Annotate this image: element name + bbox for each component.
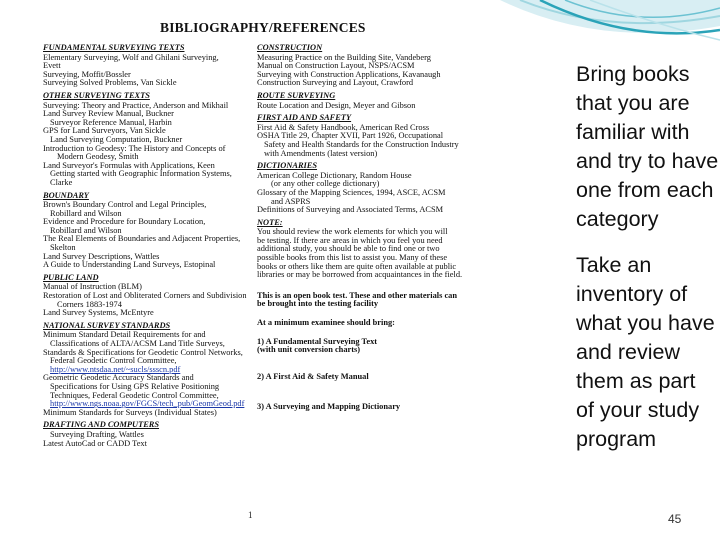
reference-entry: (or any other college dictionary) xyxy=(271,180,380,189)
reference-section xyxy=(43,92,261,188)
reference-entry: Classifications of ALTA/ACSM Land Title Surveys, xyxy=(50,340,225,348)
reference-section xyxy=(43,274,261,318)
bullet-line: that you are xyxy=(576,91,690,115)
section-heading: FIRST AID AND SAFETY xyxy=(257,113,352,123)
reference-entry: Measuring Practice on the Building Site, Vandeberg xyxy=(257,53,431,62)
section-heading: CONSTRUCTION xyxy=(257,43,323,52)
section-heading: OTHER SURVEYING TEXTS xyxy=(43,90,150,100)
bullet-line: Take an xyxy=(576,253,652,277)
reference-entry: Brown's Boundary Control and Legal Principles, xyxy=(43,201,207,210)
document-title: BIBLIOGRAPHY/REFERENCES xyxy=(160,20,366,35)
section-heading: DICTIONARIES xyxy=(257,161,318,171)
right-sections xyxy=(257,44,477,280)
reference-entry: Minimum Standards for Surveys (Individual States) xyxy=(43,408,217,417)
bullet-point xyxy=(560,251,720,454)
reference-entry: Federal Geodetic Control Committee, xyxy=(50,357,177,366)
reference-entry: Evidence and Procedure for Boundary Location, xyxy=(43,218,206,227)
left-column xyxy=(43,44,261,452)
reference-entry: Robillard and Wilson xyxy=(50,226,122,235)
open-book-note: This is an open book test. These and other materials can xyxy=(257,291,458,300)
slide-number: 45 xyxy=(668,512,682,526)
section-heading: PUBLIC LAND xyxy=(43,272,99,282)
reference-entry: with Amendments (latest version) xyxy=(264,149,378,158)
reference-entry: Modern Geodesy, Smith xyxy=(57,153,139,162)
reference-entry: possible books from this list to assist you. Many of these xyxy=(257,254,448,263)
section-heading: NOTE: xyxy=(257,217,283,227)
reference-entry: Minimum Standard Detail Requirements for and xyxy=(43,331,206,340)
page-number: 1 xyxy=(248,510,253,520)
url-link[interactable]: http://www.ngs.noaa.gov/FGCS/tech_pub/GeomGeod.pdf xyxy=(50,400,245,409)
section-heading: NATIONAL SURVEY STANDARDS xyxy=(43,320,171,330)
reference-entry: Getting started with Geographic Information Systems, xyxy=(50,170,232,179)
reference-entry: Manual on Construction Layout, NSPS/ACSM xyxy=(257,62,415,71)
reference-entry: Surveying: Theory and Practice, Anderson and Mikhail xyxy=(43,101,229,110)
bullet-line: one from each xyxy=(576,178,714,202)
reference-entry: Land Surveying Computation, Buckner xyxy=(50,135,183,144)
reference-entry: Skelton xyxy=(50,244,76,253)
reference-entry: Surveying with Construction Applications, Kavanaugh xyxy=(257,70,441,79)
reference-entry: Introduction to Geodesy: The History and Concepts of xyxy=(43,144,226,153)
reference-entry: A Guide to Understanding Land Surveys, Estopinal xyxy=(43,261,216,270)
reference-section xyxy=(257,162,477,215)
requirement-1-sub: (with unit conversion charts) xyxy=(257,346,361,355)
bullet-line: of your study xyxy=(576,398,700,422)
reference-entry: The Real Elements of Boundaries and Adjacent Properties, xyxy=(43,235,241,244)
bullet-line: and review xyxy=(576,340,680,364)
reference-entry: Land Survey Review Manual, Buckner xyxy=(43,110,174,119)
reference-entry: Land Surveyor's Formulas with Applications, Keen xyxy=(43,161,215,170)
bullet-point xyxy=(560,60,720,234)
reference-entry: OSHA Title 29, Chapter XVII, Part 1926, Occupational xyxy=(257,132,444,141)
bullet-line: program xyxy=(576,427,657,451)
reference-entry: Latest AutoCad or CADD Text xyxy=(43,439,147,448)
reference-entry: books or others like them are quite often available at public xyxy=(257,262,457,271)
reference-entry: Surveying, Moffit/Bossler xyxy=(43,70,131,79)
reference-entry: Restoration of Lost and Obliterated Corners and Subdivision xyxy=(43,292,247,301)
reference-entry: GPS for Land Surveyors, Van Sickle xyxy=(43,127,166,136)
reference-entry: libraries or may be borrowed from acquaintances in the field. xyxy=(257,271,463,280)
minimum-intro: At a minimum examinee should bring: xyxy=(257,319,395,328)
reference-entry: Definitions of Surveying and Associated Terms, ACSM xyxy=(257,206,444,215)
reference-section xyxy=(43,192,261,270)
reference-section xyxy=(257,219,477,280)
section-heading: FUNDAMENTAL SURVEYING TEXTS xyxy=(43,43,185,52)
reference-entry: Standards & Specifications for Geodetic Control Networks, xyxy=(43,348,243,357)
bullet-line: familiar with xyxy=(576,120,690,144)
bullet-line: and try to have xyxy=(576,149,719,173)
reference-entry: Surveying Drafting, Wattles xyxy=(50,430,144,439)
reference-entry: Land Survey Systems, McEntyre xyxy=(43,309,154,318)
reference-entry: Glossary of the Mapping Sciences, 1994, ASCE, ACSM xyxy=(257,188,446,197)
open-book-note-cont: be brought into the testing facility xyxy=(257,300,379,309)
reference-entry: Land Survey Descriptions, Wattles xyxy=(43,252,160,261)
url-link[interactable]: http://www.ntsdaa.net/~sucls/ssscn.pdf xyxy=(50,365,181,374)
reference-section xyxy=(43,421,261,448)
bullet-line: them as part xyxy=(576,369,696,393)
slide-bullets xyxy=(560,60,720,471)
requirement-3: 3) A Surveying and Mapping Dictionary xyxy=(257,403,401,412)
reference-entry: Route Location and Design, Meyer and Gibson xyxy=(257,101,416,110)
reference-section xyxy=(257,114,477,158)
reference-entry: Geometric Geodetic Accuracy Standards and xyxy=(43,374,194,383)
reference-entry: Evett xyxy=(43,62,61,71)
section-heading: BOUNDARY xyxy=(43,190,89,200)
reference-entry: additional study, you should be able to find one or two xyxy=(257,245,440,254)
requirement-1: 1) A Fundamental Surveying Text xyxy=(257,337,378,346)
bibliography-document xyxy=(20,0,475,540)
reference-entry: Robillard and Wilson xyxy=(50,209,122,218)
reference-link[interactable] xyxy=(43,400,261,409)
reference-entry: Manual of Instruction (BLM) xyxy=(43,283,142,292)
reference-entry: Construction Surveying and Layout, Crawford xyxy=(257,79,414,88)
requirement-2: 2) A First Aid & Safety Manual xyxy=(257,372,369,381)
bullet-line: category xyxy=(576,207,659,231)
reference-entry: Surveyor Reference Manual, Harbin xyxy=(50,118,172,127)
reference-entry: Specifications for Using GPS Relative Positioning xyxy=(50,382,220,391)
reference-entry: Surveying Solved Problems, Van Sickle xyxy=(43,79,177,88)
bullet-line: Bring books xyxy=(576,62,690,86)
reference-entry: American College Dictionary, Random House xyxy=(257,171,412,180)
bullet-line: what you have xyxy=(576,311,715,335)
right-column xyxy=(257,44,477,412)
reference-link[interactable] xyxy=(43,366,261,375)
reference-entry: Elementary Surveying, Wolf and Ghilani Surveying, xyxy=(43,53,219,62)
reference-entry: and ASPRS xyxy=(271,197,311,206)
reference-section xyxy=(257,44,477,88)
reference-entry: You should review the work elements for which you will xyxy=(257,228,448,237)
bullet-line: inventory of xyxy=(576,282,688,306)
reference-section xyxy=(43,322,261,418)
section-heading: DRAFTING AND COMPUTERS xyxy=(43,420,160,430)
reference-entry: First Aid & Safety Handbook, American Red Cross xyxy=(257,123,430,132)
section-heading: ROUTE SURVEYING xyxy=(257,90,336,100)
reference-entry: Clarke xyxy=(50,178,73,187)
reference-entry: Techniques, Federal Geodetic Control Committee, xyxy=(50,391,219,400)
reference-section xyxy=(257,92,477,110)
reference-entry: Safety and Health Standards for the Construction Industry xyxy=(264,140,459,149)
reference-entry: Corners 1883-1974 xyxy=(57,300,122,309)
reference-entry: be testing. If there are areas in which you feel you need xyxy=(257,236,443,245)
reference-section xyxy=(43,44,261,88)
